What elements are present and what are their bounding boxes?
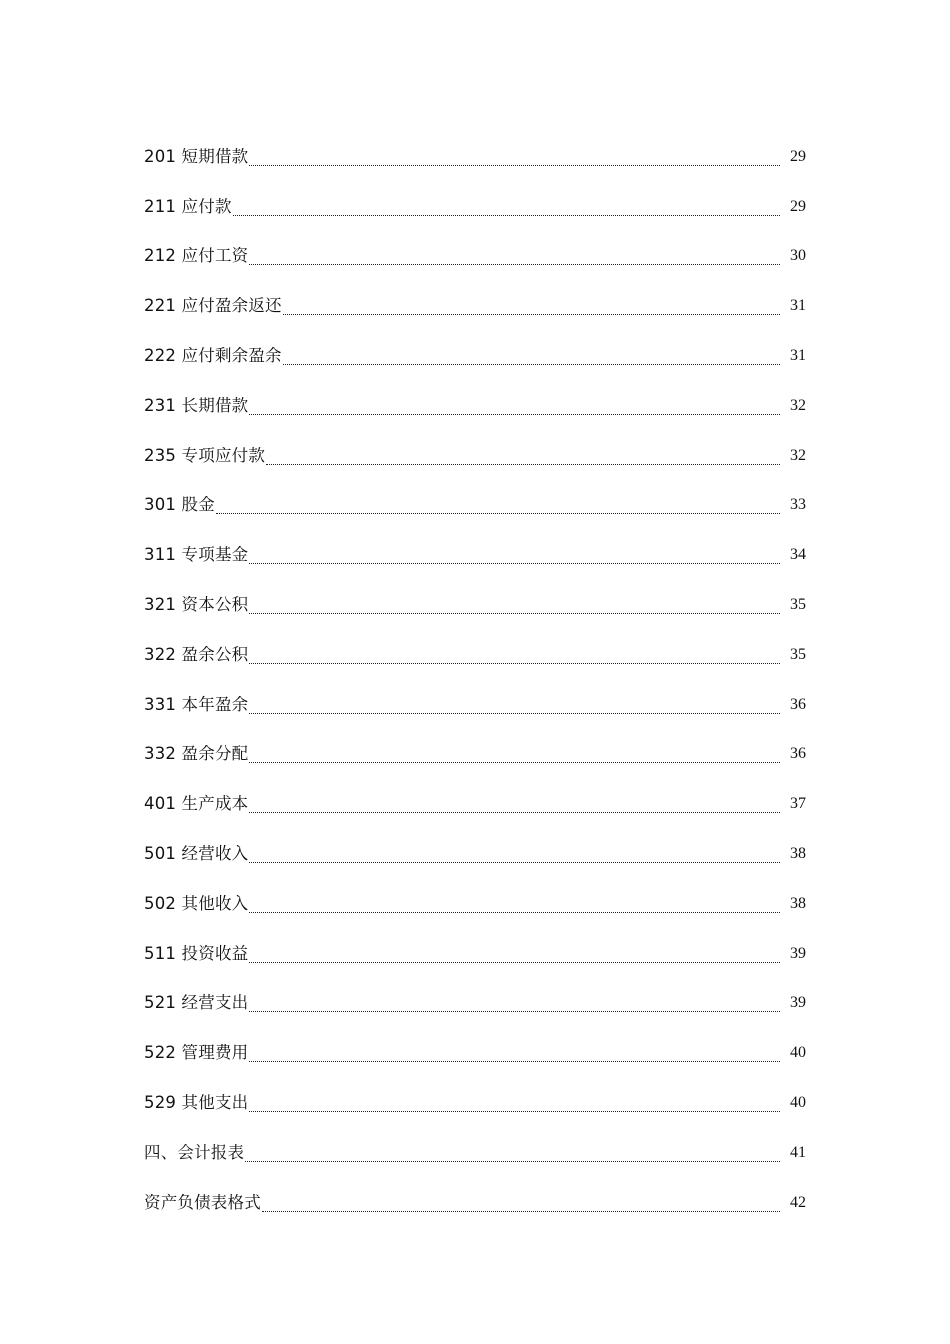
toc-entry-title: 四、会计报表	[144, 1142, 245, 1162]
toc-page-number: 39	[790, 994, 806, 1012]
toc-entry-title: 235 专项应付款	[144, 445, 266, 465]
toc-page-number: 33	[790, 496, 806, 514]
toc-page-number: 35	[790, 595, 806, 613]
toc-entry-title: 501 经营收入	[144, 843, 249, 863]
toc-page-number: 37	[790, 795, 806, 813]
toc-dot-leader	[249, 1088, 780, 1118]
toc-entry[interactable]	[144, 570, 806, 620]
toc-page-number: 38	[790, 844, 806, 862]
toc-entry[interactable]	[144, 321, 806, 371]
toc-dot-leader	[249, 241, 780, 271]
toc-page-number: 31	[790, 346, 806, 364]
toc-entry[interactable]	[144, 371, 806, 421]
toc-page-number: 30	[790, 247, 806, 265]
toc-dot-leader	[249, 391, 780, 421]
toc-entry-title: 321 资本公积	[144, 594, 249, 614]
toc-entry[interactable]	[144, 1018, 806, 1068]
toc-entry[interactable]	[144, 172, 806, 222]
toc-entry-title: 521 经营支出	[144, 993, 249, 1013]
toc-dot-leader	[249, 739, 780, 769]
toc-entry[interactable]	[144, 1068, 806, 1118]
toc-entry-title: 资产负债表格式	[144, 1192, 261, 1212]
toc-entry-title: 221 应付盈余返还	[144, 296, 282, 316]
toc-dot-leader	[249, 988, 780, 1018]
toc-entry-title: 511 投资收益	[144, 943, 249, 963]
toc-dot-leader	[233, 192, 780, 222]
toc-entry[interactable]	[144, 769, 806, 819]
toc-page-number: 40	[790, 1093, 806, 1111]
toc-page-number: 38	[790, 894, 806, 912]
toc-page-number: 36	[790, 695, 806, 713]
toc-page-number: 40	[790, 1044, 806, 1062]
toc-dot-leader	[249, 1038, 780, 1068]
toc-entry-title: 502 其他收入	[144, 893, 249, 913]
toc-entry[interactable]	[144, 819, 806, 869]
toc-entry-title: 522 管理费用	[144, 1043, 249, 1063]
toc-entry[interactable]	[144, 919, 806, 969]
toc-dot-leader	[283, 291, 780, 321]
toc-page-number: 31	[790, 297, 806, 315]
toc-page-number: 32	[790, 396, 806, 414]
toc-entry-title: 332 盈余分配	[144, 744, 249, 764]
toc-entry-title: 231 长期借款	[144, 395, 249, 415]
toc-entry-title: 222 应付剩余盈余	[144, 345, 282, 365]
toc-dot-leader	[249, 590, 780, 620]
toc-page-number: 42	[790, 1193, 806, 1211]
toc-entry[interactable]	[144, 1168, 806, 1218]
toc-entry-title: 322 盈余公积	[144, 644, 249, 664]
toc-dot-leader	[216, 490, 780, 520]
toc-entry-title: 201 短期借款	[144, 146, 249, 166]
toc-dot-leader	[283, 341, 780, 371]
toc-dot-leader	[249, 142, 780, 172]
toc-entry-title: 212 应付工资	[144, 246, 249, 266]
toc-entry[interactable]	[144, 969, 806, 1019]
toc-entry-title: 301 股金	[144, 495, 215, 515]
toc-entry-title: 401 生产成本	[144, 794, 249, 814]
toc-page-number: 29	[790, 147, 806, 165]
table-of-contents	[144, 122, 806, 1218]
toc-entry-title: 311 专项基金	[144, 545, 249, 565]
toc-entry[interactable]	[144, 122, 806, 172]
toc-page-number: 29	[790, 197, 806, 215]
toc-entry[interactable]	[144, 222, 806, 272]
toc-page-number: 36	[790, 745, 806, 763]
toc-entry[interactable]	[144, 520, 806, 570]
toc-entry[interactable]	[144, 471, 806, 521]
toc-entry[interactable]	[144, 271, 806, 321]
toc-page-number: 32	[790, 446, 806, 464]
toc-page-number: 41	[790, 1143, 806, 1161]
toc-page-number: 35	[790, 645, 806, 663]
toc-dot-leader	[266, 441, 780, 471]
toc-entry[interactable]	[144, 670, 806, 720]
toc-entry[interactable]	[144, 1118, 806, 1168]
toc-entry-title: 211 应付款	[144, 196, 232, 216]
toc-dot-leader	[249, 889, 780, 919]
toc-page-number: 34	[790, 546, 806, 564]
toc-entry[interactable]	[144, 421, 806, 471]
toc-entry-title: 529 其他支出	[144, 1092, 249, 1112]
toc-dot-leader	[249, 839, 780, 869]
toc-dot-leader	[245, 1138, 780, 1168]
toc-dot-leader	[249, 789, 780, 819]
toc-entry[interactable]	[144, 620, 806, 670]
toc-dot-leader	[249, 690, 780, 720]
toc-dot-leader	[249, 540, 780, 570]
toc-entry[interactable]	[144, 869, 806, 919]
toc-entry-title: 331 本年盈余	[144, 694, 249, 714]
toc-dot-leader	[262, 1188, 780, 1218]
toc-entry[interactable]	[144, 720, 806, 770]
toc-dot-leader	[249, 939, 780, 969]
toc-page-number: 39	[790, 944, 806, 962]
toc-dot-leader	[249, 640, 780, 670]
